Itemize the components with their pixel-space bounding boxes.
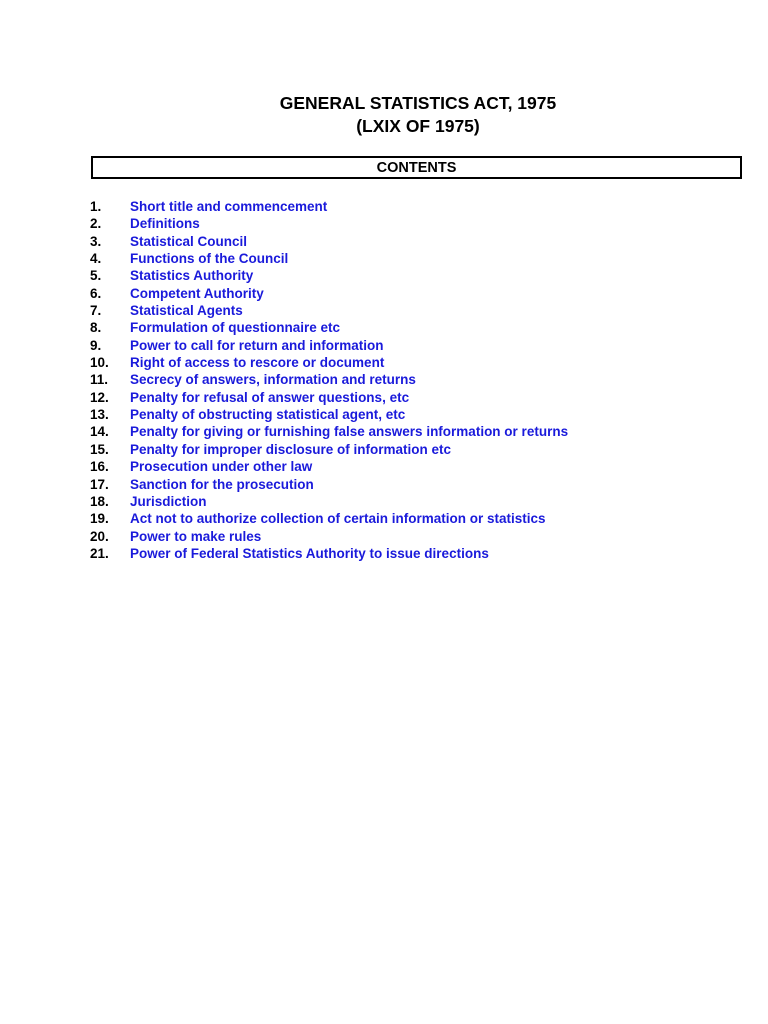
toc-number: 16. — [90, 459, 109, 475]
toc-link-functions-of-council[interactable]: Functions of the Council — [130, 251, 289, 267]
toc-number: 17. — [90, 476, 109, 492]
contents-heading: CONTENTS — [91, 156, 742, 179]
toc-link-act-not-to-authorize[interactable]: Act not to authorize collection of certain information or statistics — [130, 511, 546, 527]
toc-link-sanction[interactable]: Sanction for the prosecution — [130, 476, 314, 492]
toc-number: 4. — [90, 251, 102, 267]
toc-link-secrecy[interactable]: Secrecy of answers, information and returns — [130, 372, 416, 388]
toc-number: 6. — [90, 285, 102, 301]
toc-number: 11. — [90, 372, 109, 388]
toc-link-penalty-false-answers[interactable]: Penalty for giving or furnishing false answers information or returns — [130, 424, 569, 440]
document-subtitle: (LXIX OF 1975) — [356, 116, 480, 136]
toc-number: 15. — [90, 441, 109, 457]
toc-link-competent-authority[interactable]: Competent Authority — [130, 285, 264, 301]
toc-number: 3. — [90, 233, 102, 249]
toc-link-statistics-authority[interactable]: Statistics Authority — [130, 268, 254, 284]
toc-number: 19. — [90, 511, 109, 527]
toc-link-prosecution-other-law[interactable]: Prosecution under other law — [130, 459, 313, 475]
toc-link-power-to-make-rules[interactable]: Power to make rules — [130, 528, 262, 544]
toc-number: 1. — [90, 199, 102, 214]
toc-link-penalty-obstructing[interactable]: Penalty of obstructing statistical agent, etc — [130, 407, 406, 423]
toc-link-questionnaire[interactable]: Formulation of questionnaire etc — [130, 320, 341, 336]
toc-link-penalty-refusal[interactable]: Penalty for refusal of answer questions, etc — [130, 389, 410, 405]
toc-link-statistical-council[interactable]: Statistical Council — [130, 233, 248, 249]
toc-number: 21. — [90, 545, 109, 561]
toc-link-jurisdiction[interactable]: Jurisdiction — [130, 493, 207, 509]
toc-number: 7. — [90, 303, 102, 319]
toc-link-penalty-disclosure[interactable]: Penalty for improper disclosure of information etc — [130, 441, 452, 457]
document-title: GENERAL STATISTICS ACT, 1975 — [279, 93, 557, 113]
toc-link-definitions[interactable]: Definitions — [130, 216, 200, 232]
toc-link-issue-directions[interactable]: Power of Federal Statistics Authority to issue directions — [130, 545, 489, 561]
toc-number: 13. — [90, 407, 109, 423]
toc-number: 10. — [90, 355, 109, 371]
toc-link-short-title[interactable]: Short title and commencement — [130, 199, 328, 214]
toc-number: 8. — [90, 320, 102, 336]
toc-number: 14. — [90, 424, 109, 440]
toc-number: 18. — [90, 493, 109, 509]
toc-number: 20. — [90, 528, 109, 544]
toc-link-statistical-agents[interactable]: Statistical Agents — [130, 303, 243, 319]
toc-number: 2. — [90, 216, 102, 232]
toc-number: 9. — [90, 337, 102, 353]
toc-number: 5. — [90, 268, 102, 284]
toc-link-right-of-access[interactable]: Right of access to rescore or document — [130, 355, 385, 371]
toc-number: 12. — [90, 389, 109, 405]
toc-link-power-to-call[interactable]: Power to call for return and information — [130, 337, 384, 353]
